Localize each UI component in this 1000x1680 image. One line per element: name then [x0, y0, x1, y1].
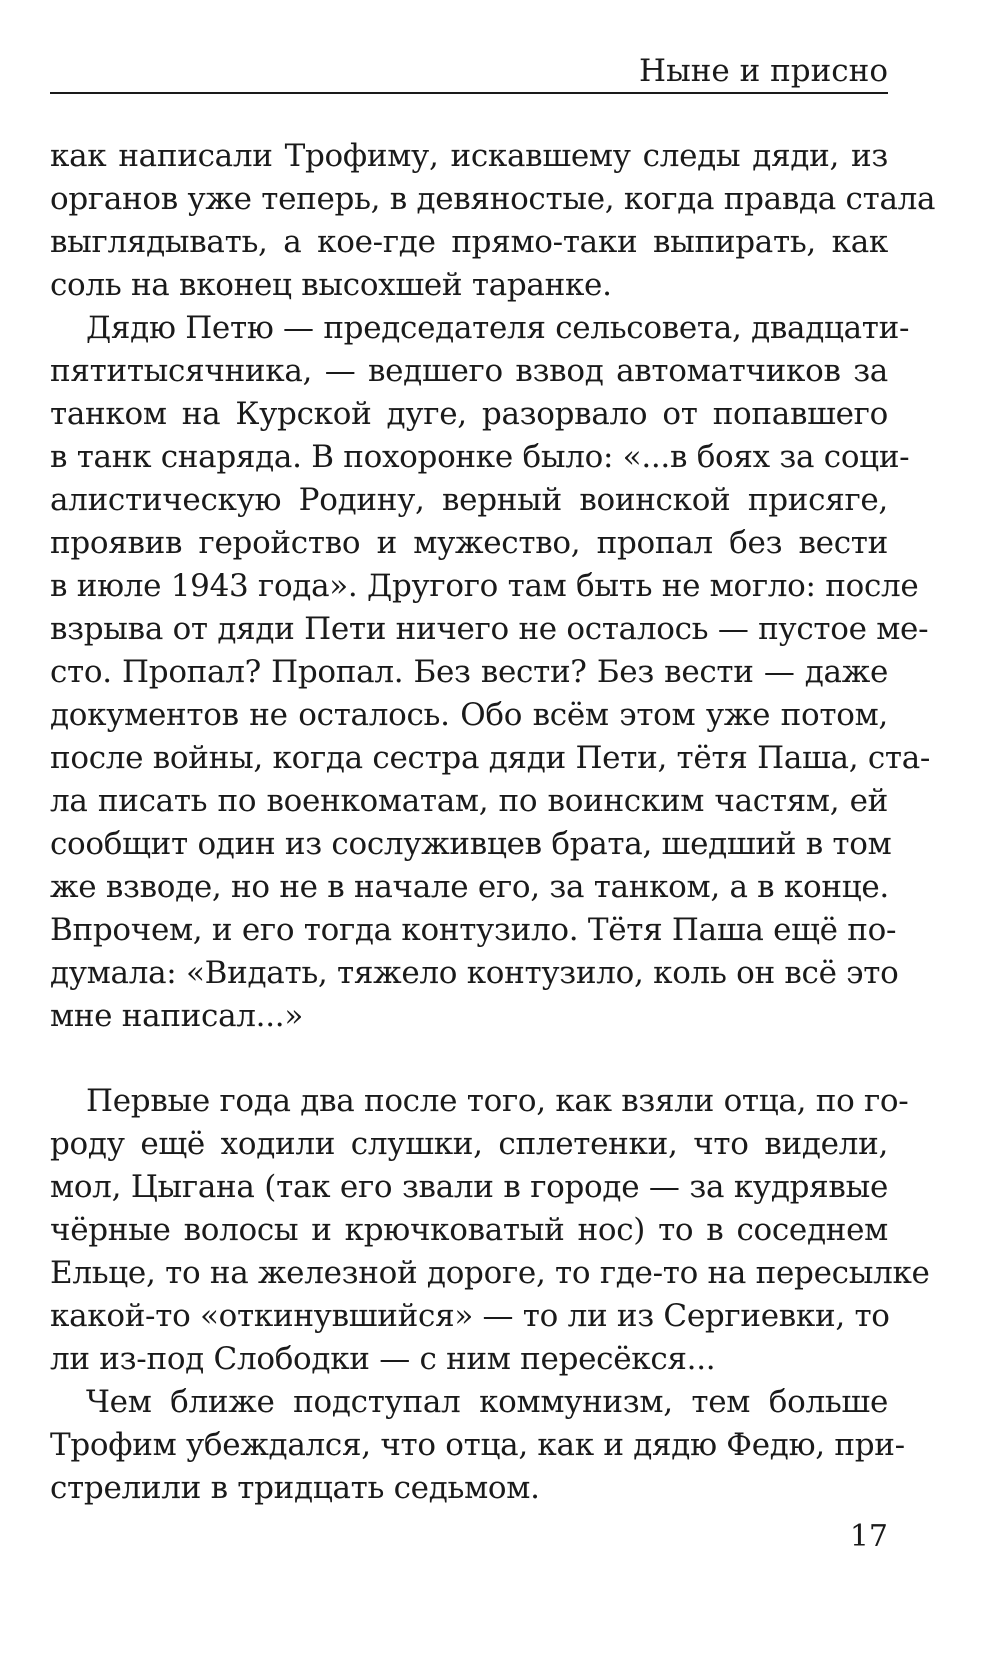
paragraph-1-line: органов уже теперь, в девяностые, когда правда стала — [50, 181, 936, 217]
paragraph-1-line: как написали Трофиму, искавшему следы дяди, из — [50, 138, 888, 174]
paragraph-2-line: же взводе, но не в начале его, за танком, а в конце. — [50, 869, 889, 905]
paragraph-4-line: стрелили в тридцать седьмом. — [50, 1470, 540, 1506]
paragraph-1-line: выглядывать, а кое-где прямо-таки выпирать, как — [50, 224, 888, 260]
running-head — [50, 52, 888, 94]
paragraph-4-line: Чем ближе подступал коммунизм, тем больше — [86, 1384, 888, 1420]
paragraph-2-line: документов не осталось. Обо всём этом уже потом, — [50, 697, 888, 733]
paragraph-2-line: думала: «Видать, тяжело контузило, коль он всё это — [50, 955, 899, 991]
paragraph-2-line: алистическую Родину, верный воинской присяге, — [50, 482, 888, 518]
paragraph-3-line: ли из-под Слободки — с ним пересёкся... — [50, 1341, 716, 1377]
paragraph-2-line: взрыва от дяди Пети ничего не осталось — пустое ме- — [50, 611, 929, 647]
paragraph-2-line: сто. Пропал? Пропал. Без вести? Без вести — даже — [50, 654, 888, 690]
paragraph-3-line: Ельце, то на железной дороге, то где-то на пересылке — [50, 1255, 930, 1291]
paragraph-3-line: какой-то «откинувшийся» — то ли из Сергиевки, то — [50, 1298, 890, 1334]
paragraph-2-line: в танк снаряда. В похоронке было: «...в боях за соци- — [50, 439, 910, 475]
paragraph-4-line: Трофим убеждался, что отца, как и дядю Федю, при- — [50, 1427, 905, 1463]
paragraph-3-line: роду ещё ходили слушки, сплетенки, что видели, — [50, 1126, 888, 1162]
paragraph-2-line: пятитысячника, — ведшего взвод автоматчиков за — [50, 353, 888, 389]
paragraph-2-line: ла писать по военкоматам, по воинским частям, ей — [50, 783, 888, 819]
paragraph-3-line: мол, Цыгана (так его звали в городе — за кудрявые — [50, 1169, 888, 1205]
paragraph-2-line: танком на Курской дуге, разорвало от попавшего — [50, 396, 888, 432]
paragraph-2-line: мне написал...» — [50, 998, 304, 1034]
paragraph-2-line: в июле 1943 года». Другого там быть не могло: после — [50, 568, 919, 604]
paragraph-2-line: Впрочем, и его тогда контузило. Тётя Паша ещё по- — [50, 912, 897, 948]
paragraph-2-line: сообщит один из сослуживцев брата, шедший в том — [50, 826, 892, 862]
paragraph-2-line: проявив геройство и мужество, пропал без вести — [50, 525, 888, 561]
paragraph-1-line: соль на вконец высохшей таранке. — [50, 267, 612, 303]
paragraph-3-line: чёрные волосы и крючковатый нос) то в соседнем — [50, 1212, 888, 1248]
running-head-title: Ныне и присно — [639, 53, 888, 89]
paragraph-3-line: Первые года два после того, как взяли отца, по го- — [86, 1083, 909, 1119]
paragraph-2-line: после войны, когда сестра дяди Пети, тётя Паша, ста- — [50, 740, 931, 776]
paragraph-2-line: Дядю Петю — председателя сельсовета, двадцати- — [86, 310, 910, 346]
page-number: 17 — [849, 1519, 888, 1554]
